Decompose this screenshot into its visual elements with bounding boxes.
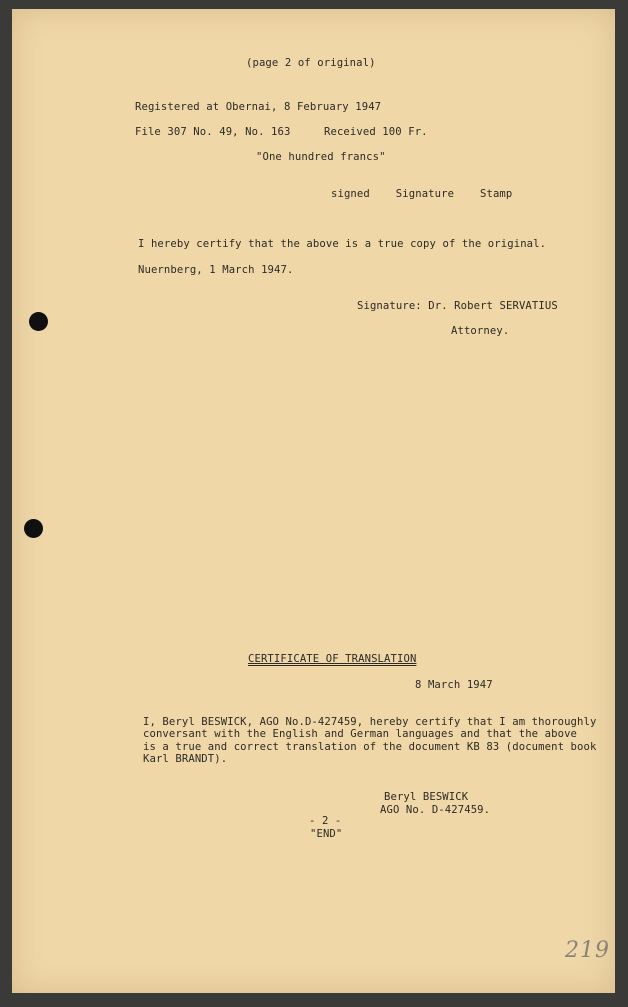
certificate-body-line-4: Karl BRANDT). — [143, 753, 228, 765]
certify-true-copy: I hereby certify that the above is a true copy of the original. — [138, 238, 547, 250]
received-line: Received 100 Fr. — [324, 126, 428, 138]
translator-ago: AGO No. D-427459. — [380, 804, 491, 816]
document-page — [12, 9, 615, 993]
punch-hole-lower — [24, 519, 43, 538]
certificate-body-line-1: I, Beryl BESWICK, AGO No.D-427459, hereby certify that I am thoroughly — [143, 716, 597, 728]
certificate-date: 8 March 1947 — [415, 679, 493, 691]
handwritten-page-number: 219 — [565, 938, 610, 963]
hundred-francs-line: "One hundred francs" — [256, 151, 386, 163]
translator-name: Beryl BESWICK — [384, 791, 469, 803]
attorney-signature: Signature: Dr. Robert SERVATIUS — [357, 300, 558, 312]
registered-line: Registered at Obernai, 8 February 1947 — [135, 101, 382, 113]
punch-hole-upper — [29, 312, 48, 331]
certificate-body-line-2: conversant with the English and German languages and that the above — [143, 728, 578, 740]
file-line: File 307 No. 49, No. 163 — [135, 126, 291, 138]
place-date: Nuernberg, 1 March 1947. — [138, 264, 294, 276]
certificate-body-line-3: is a true and correct translation of the document KB 83 (document book — [143, 741, 597, 753]
signed-signature-stamp: signed Signature Stamp — [331, 188, 513, 200]
end-marker: "END" — [310, 828, 343, 840]
page-header: (page 2 of original) — [246, 57, 376, 69]
attorney-title: Attorney. — [451, 325, 510, 337]
page-number: - 2 - — [309, 815, 342, 827]
certificate-title: CERTIFICATE OF TRANSLATION — [248, 653, 417, 665]
